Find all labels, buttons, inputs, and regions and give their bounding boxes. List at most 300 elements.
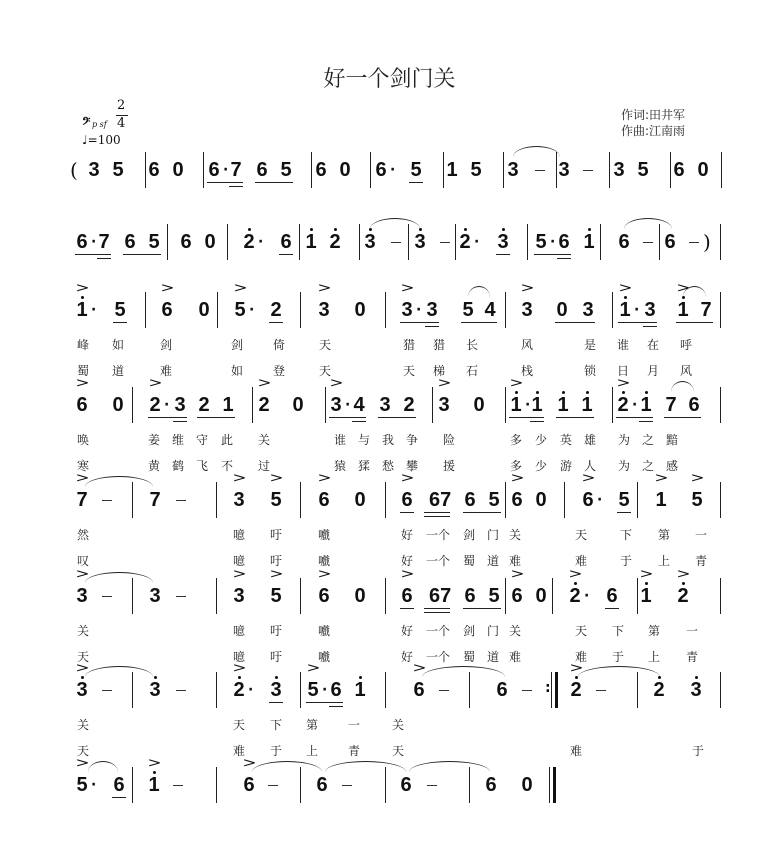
lyric-char: 下 [620,528,633,542]
lyric-char: 一个 [426,528,451,542]
lyric-char: 难 [575,554,588,568]
lyric-char: 于 [692,744,705,758]
note: 2 [677,585,689,607]
lyric-char: 青 [686,650,699,664]
lyric-char: 险 [443,433,456,447]
lyric-char: 剑 [160,338,173,352]
lyric-char: 少 [535,459,548,473]
beam-underline [424,516,450,517]
note: 0 [473,394,485,416]
lyricist: 作词:田井军 [621,108,686,122]
tie-slur [252,761,322,772]
tie-slur [683,286,706,297]
tie-slur [578,666,660,677]
accent-mark: > [233,281,248,296]
barline [612,387,613,423]
note: 6 [618,231,630,253]
tie-slur [88,761,118,772]
lyric-char: 感 [666,459,679,473]
barline [216,767,217,803]
note: 6 [413,679,425,701]
barline [216,482,217,518]
note: 6 [208,159,220,181]
accent-mark: > [690,471,705,486]
lyric-char: 嚱 [318,650,331,664]
barline [217,292,218,328]
lyric-char: 鹤 [172,459,185,473]
lyric-char: 英 [560,433,573,447]
octave-dot [248,228,251,231]
augmentation-dot: · [91,777,97,793]
note: 6 [511,585,523,607]
accent-mark: > [242,756,257,771]
lyric-char: 第 [306,718,319,732]
accent-mark: > [147,756,162,771]
octave-dot [464,228,467,231]
barline [469,672,470,708]
barline [311,152,312,188]
accent-mark: > [148,376,163,391]
note: 1 [354,679,366,701]
lyric-char: 我 [382,433,395,447]
note: 1 [640,585,652,607]
barline [145,152,146,188]
note: 6 [673,159,685,181]
lyric-char: 石 [466,364,479,378]
note: 7 [665,394,677,416]
octave-dot [624,296,627,299]
lyric-char: 难 [160,364,173,378]
accent-mark: > [269,471,284,486]
note: 0 [535,585,547,607]
tie-slur [468,286,490,297]
accent-mark: > [654,471,669,486]
note: 6 [401,489,413,511]
beam-underline [75,254,111,255]
beam-underline [557,258,571,259]
accent-mark: > [329,376,344,391]
lyric-char: 于 [620,554,633,568]
accent-mark: > [75,756,90,771]
note: 3 [507,159,519,181]
lyric-char: 不 [221,459,234,473]
lyric-char: 猿 [334,459,347,473]
note: 6 [485,774,497,796]
lyric-char: 天 [233,718,246,732]
lyric-char: 吁 [270,624,283,638]
lyric-char: 好 [401,624,414,638]
lyric-char: 天 [575,624,588,638]
beam-underline [617,512,631,513]
note: 3 [149,585,161,607]
note: 1 [531,394,543,416]
sustain-dash [102,690,112,691]
note: 7 [76,489,88,511]
note: 6 [124,231,136,253]
lyric-char: 在 [647,338,660,352]
augmentation-dot: · [322,682,328,698]
lyric-char: 天 [403,364,416,378]
note: 6 [606,585,618,607]
note: 0 [198,299,210,321]
lyric-char: 天 [77,650,90,664]
accent-mark: > [412,661,427,676]
sustain-dash [173,785,183,786]
sustain-dash [102,596,112,597]
tempo-value: =100 [87,133,121,147]
lyric-char: 多 [510,433,523,447]
sustain-dash [522,690,532,691]
note: 5 [618,489,630,511]
barline [505,387,506,423]
lyric-char: 下 [270,718,283,732]
note: 5 [76,774,88,796]
lyric-char: 剑 [463,528,476,542]
lyric-char: 倚 [273,338,286,352]
octave-dot [310,228,313,231]
note: 2 [233,679,245,701]
accent-mark: > [676,281,691,296]
barline [659,224,660,260]
note: 6 [76,231,88,253]
lyric-char: 门 [487,528,500,542]
note: 2 [329,231,341,253]
beam-underline [461,322,497,323]
lyric-char: 青 [695,554,708,568]
barline [551,672,552,708]
note: 4 [353,394,365,416]
lyric-char: 嚱 [318,528,331,542]
note: 2 [198,394,210,416]
lyric-char: 为 [618,433,631,447]
note: 3 [270,679,282,701]
note: 3 [76,679,88,701]
beam-underline [618,322,657,323]
note: 4 [484,299,496,321]
lyric-char: 难 [233,744,246,758]
sustain-dash [391,242,401,243]
lyric-char: 风 [680,364,693,378]
augmentation-dot: · [223,162,229,178]
note: 5 [280,159,292,181]
octave-dot [502,228,505,231]
accent-mark: > [618,281,633,296]
accent-mark: > [317,471,332,486]
lyric-char: 吁 [270,650,283,664]
octave-dot [622,391,625,394]
octave-dot [536,391,539,394]
beam-underline [173,421,187,422]
barline [385,578,386,614]
beam-underline [123,254,161,255]
accent-mark: > [400,471,415,486]
barline [469,767,470,803]
note: 3 [558,159,570,181]
note: 6 [330,679,342,701]
note: 2 [243,231,255,253]
lyric-char: 攀 [406,459,419,473]
lyric-char: 争 [406,433,419,447]
lyric-char: 是 [584,338,597,352]
note: 5 [637,159,649,181]
lyric-char: 好 [401,528,414,542]
barline [637,672,638,708]
tie-slur [513,146,560,157]
barline [385,767,386,803]
note: 3 [330,394,342,416]
lyric-char: 难 [575,650,588,664]
lyric-char: 关 [509,528,522,542]
note: 5 [691,489,703,511]
sustain-dash [102,500,112,501]
note: 3 [174,394,186,416]
note: 6 [464,585,476,607]
barline [299,224,300,260]
lyric-char: 好 [401,554,414,568]
note: 2 [270,299,282,321]
note: 3 [149,679,161,701]
note: 5 [234,299,246,321]
lyric-char: 守 [196,433,209,447]
note: 1 [148,774,160,796]
lyric-char: 锁 [584,364,597,378]
beam-underline [664,417,701,418]
note: 3 [613,159,625,181]
barline [132,387,133,423]
octave-dot [515,391,518,394]
note: 0 [535,489,547,511]
beam-underline [676,322,713,323]
lyric-char: 黄 [148,459,161,473]
note: 3 [690,679,702,701]
lyric-char: 于 [270,744,283,758]
note: 0 [354,489,366,511]
beam-underline [463,512,501,513]
barline [408,224,409,260]
octave-dot [645,391,648,394]
accent-mark: > [581,471,596,486]
barline [600,224,601,260]
augmentation-dot: · [91,302,97,318]
lyric-char: 吁 [270,528,283,542]
lyric-char: 登 [273,364,286,378]
accent-mark: > [569,661,584,676]
accent-mark: > [520,281,535,296]
note: 3 [88,159,100,181]
note: 6 [256,159,268,181]
lyric-char: 好 [401,650,414,664]
beam-underline [400,512,414,513]
barline [145,292,146,328]
note: 6 [688,394,700,416]
tie-slur [85,572,153,583]
note: 5 [488,585,500,607]
note: 6 [464,489,476,511]
close-paren: ) [703,230,711,254]
barline [721,152,722,188]
note: 1 [655,489,667,511]
augmentation-dot: · [258,234,264,250]
beam-underline [555,322,595,323]
note: 0 [172,159,184,181]
lyric-char: 峰 [77,338,90,352]
note: 1 [619,299,631,321]
accent-mark: > [75,281,90,296]
octave-dot [334,228,337,231]
lyric-char: 一个 [426,650,451,664]
octave-dot [562,391,565,394]
lyric-char: 猎 [433,338,446,352]
note: 67 [429,585,452,607]
note: 3 [76,585,88,607]
lyric-char: 此 [221,433,234,447]
lyric-char: 如 [231,364,244,378]
dynamics-mark: p sf [92,120,107,129]
note: 67 [429,489,452,511]
accent-mark: > [232,661,247,676]
accent-mark: > [400,567,415,582]
lyric-char: 噫 [233,528,246,542]
lyric-char: 噫 [233,650,246,664]
note: 5 [148,231,160,253]
lyric-char: 上 [306,744,319,758]
beam-underline [306,702,343,703]
lyric-char: 与 [358,433,371,447]
beam-underline [207,182,243,183]
note: 1 [677,299,689,321]
lyric-char: 噫 [233,554,246,568]
note: 6 [318,489,330,511]
barline [503,152,504,188]
sustain-dash [268,785,278,786]
barline [720,292,721,328]
note: 3 [644,299,656,321]
note: 3 [414,231,426,253]
note: 6 [375,159,387,181]
note: 1 [640,394,652,416]
beam-underline [229,186,243,187]
augmentation-dot: · [584,588,590,604]
lyric-char: 谁 [617,338,630,352]
note: 6 [496,679,508,701]
note: 2 [653,679,665,701]
note: 6 [243,774,255,796]
note: 2 [570,679,582,701]
beam-underline [255,182,293,183]
beam-underline [112,797,126,798]
accent-mark: > [510,471,525,486]
note: 1 [583,231,595,253]
barline [203,152,204,188]
augmentation-dot: · [597,492,603,508]
lyric-char: 关 [392,718,405,732]
lyric-char: 呼 [680,338,693,352]
lyric-char: 关 [509,624,522,638]
octave-dot [81,296,84,299]
lyric-char: 一个 [426,554,451,568]
augmentation-dot: · [164,397,170,413]
accent-mark: > [75,661,90,676]
lyric-char: 为 [618,459,631,473]
lyric-char: 黯 [666,433,679,447]
barline [455,224,456,260]
lyric-char: 天 [77,744,90,758]
lyric-char: 日 [617,364,630,378]
note: 6 [148,159,160,181]
barline [720,578,721,614]
note: 6 [280,231,292,253]
note: 6 [511,489,523,511]
augmentation-dot: · [632,397,638,413]
octave-dot [574,582,577,585]
accent-mark: > [317,567,332,582]
lyric-char: 难 [509,554,522,568]
lyric-char: 猱 [358,459,371,473]
beam-underline [329,417,366,418]
lyric-char: 道 [487,650,500,664]
note: 6 [316,774,328,796]
beam-underline [148,417,187,418]
barline [300,767,301,803]
lyric-char: 风 [521,338,534,352]
time-signature-bottom: 4 [117,116,126,131]
lyric-char: 月 [647,364,660,378]
lyric-char: 于 [612,650,625,664]
note: 6 [401,585,413,607]
note: 1 [446,159,458,181]
lyric-char: 噫 [233,624,246,638]
lyric-char: 一个 [426,624,451,638]
note: 1 [76,299,88,321]
note: 1 [510,394,522,416]
tie-slur [85,476,153,487]
note: 2 [617,394,629,416]
tie-slur [422,666,505,677]
tie-slur [85,666,153,677]
lyric-char: 天 [392,744,405,758]
note: 6 [318,585,330,607]
beam-underline [400,322,439,323]
note: 1 [222,394,234,416]
barline [132,767,133,803]
lyric-char: 嚱 [318,554,331,568]
barline [609,152,610,188]
barline [432,387,433,423]
barline [720,482,721,518]
lyric-char: 如 [112,338,125,352]
note: 3 [438,394,450,416]
lyric-char: 寒 [77,459,90,473]
note: 6 [400,774,412,796]
tie-slur [409,761,490,772]
augmentation-dot: · [91,234,97,250]
lyric-char: 姜 [148,433,161,447]
beam-underline [409,182,423,183]
sustain-dash [643,242,653,243]
sustain-dash [427,785,437,786]
augmentation-dot: · [249,302,255,318]
note: 5 [307,679,319,701]
tie-slur [370,218,420,229]
note: 2 [149,394,161,416]
augmentation-dot: · [525,397,531,413]
lyric-char: 然 [77,528,90,542]
beam-underline [113,322,127,323]
barline [370,152,371,188]
lyric-char: 一 [686,624,699,638]
accent-mark: > [437,376,452,391]
lyric-char: 青 [348,744,361,758]
